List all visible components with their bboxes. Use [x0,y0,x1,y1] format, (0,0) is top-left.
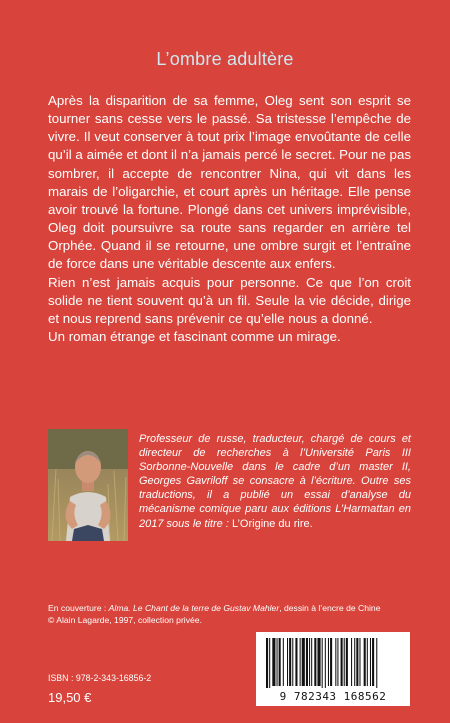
barcode-bar [359,638,360,686]
barcode-bar [330,638,332,686]
barcode-bar [300,638,301,686]
blurb-paragraph-1: Après la disparition de sa femme, Oleg sent son esprit se tourner sans cesse vers le passé. Sa tristesse l’empêche de vivre. Il veut conserver à tout prix l’image envoûtante de celle qu’il a aimée et dont il n’a jamais percé le secret. Pour ne pas sombrer, il accepte de rencontrer Nina, qui vit dans les marais de l’oligarchie, et court après un héritage. Elle pense avoir trouvé la fortune. Plongé dans cet univers imprévisible, Oleg doit poursuivre sa route sans regarder en arrière tel Orphée. Quand il se retourne, une ombre surgit et l’entraîne de force dans une véritable descente aux enfers. [48,93,411,272]
blurb-paragraph-2: Rien n’est jamais acquis pour personne. Ce que l’on croit solide ne tient souvent qu’à un fil. Seule la vie décide, dirige et nous reprend sans prévenir ce qu’elle nous a donné. [48,274,411,326]
isbn: ISBN : 978-2-343-16856-2 [48,673,152,683]
barcode-bar [341,638,343,686]
barcode-bars [264,638,402,688]
barcode-bar [372,638,374,686]
barcode-bar [337,638,338,686]
price: 19,50 € [48,690,92,705]
barcode-bar [272,638,275,686]
barcode-bar [314,638,316,686]
barcode-bar [322,638,323,688]
barcode-bar [295,638,297,686]
barcode-bar [367,638,368,686]
author-bio-book-title: L’Origine du rire. [231,517,313,530]
author-bio-text: Professeur de russe, traducteur, chargé de cours et directeur de recherches à l’Université Paris III Sorbonne-Nouvelle dans le cadre d’un master II, Georges Gavriloff se consacre à l’écriture. Outre ses traductions, il a publié un essai d’analyse du mécanisme comique paru aux éditions L’Harmattan en 2017 sous le titre : [139,433,411,530]
barcode-bar [289,638,291,686]
blurb [48,92,411,346]
barcode-bar [292,638,293,686]
author-bio [139,432,411,531]
barcode-bar [335,638,336,686]
credit-suffix: , dessin à l’encre de Chine [279,603,381,613]
cover-credit [48,602,420,626]
barcode-bar [309,638,310,686]
barcode-bar [376,638,377,688]
barcode-bar [356,638,358,686]
barcode-bar [302,638,305,686]
barcode-bar [279,638,281,686]
barcode-bar [364,638,366,686]
barcode-bar [325,638,326,688]
barcode-bar [344,638,345,686]
barcode [256,632,410,706]
cover-credit-line-1 [48,602,420,614]
barcode-bar [317,638,320,686]
barcode-bar [354,638,355,686]
credit-work: Alma. Le Chant de la terre de Gustav Mahler [108,603,280,613]
book-title: L’ombre adultère [156,49,294,69]
credit-prefix: En couverture : [48,603,109,613]
barcode-bar [269,638,270,688]
author-photo [48,429,128,541]
barcode-bar [287,638,288,686]
barcode-bar [283,638,284,686]
barcode-bar [311,638,312,686]
barcode-bar [328,638,329,686]
barcode-bar [277,638,278,686]
author-photo-image [48,429,128,541]
barcode-bar [346,638,348,686]
cover-credit-line-2: © Alain Lagarde, 1997, collection privée. [48,615,202,626]
blurb-paragraph-3: Un roman étrange et fascinant comme un mirage. [48,329,341,345]
barcode-bar [351,638,352,686]
barcode-number: 9 782343 168562 [279,690,387,703]
barcode-bar [266,638,268,688]
barcode-bar [306,638,308,686]
barcode-bar [370,638,371,686]
